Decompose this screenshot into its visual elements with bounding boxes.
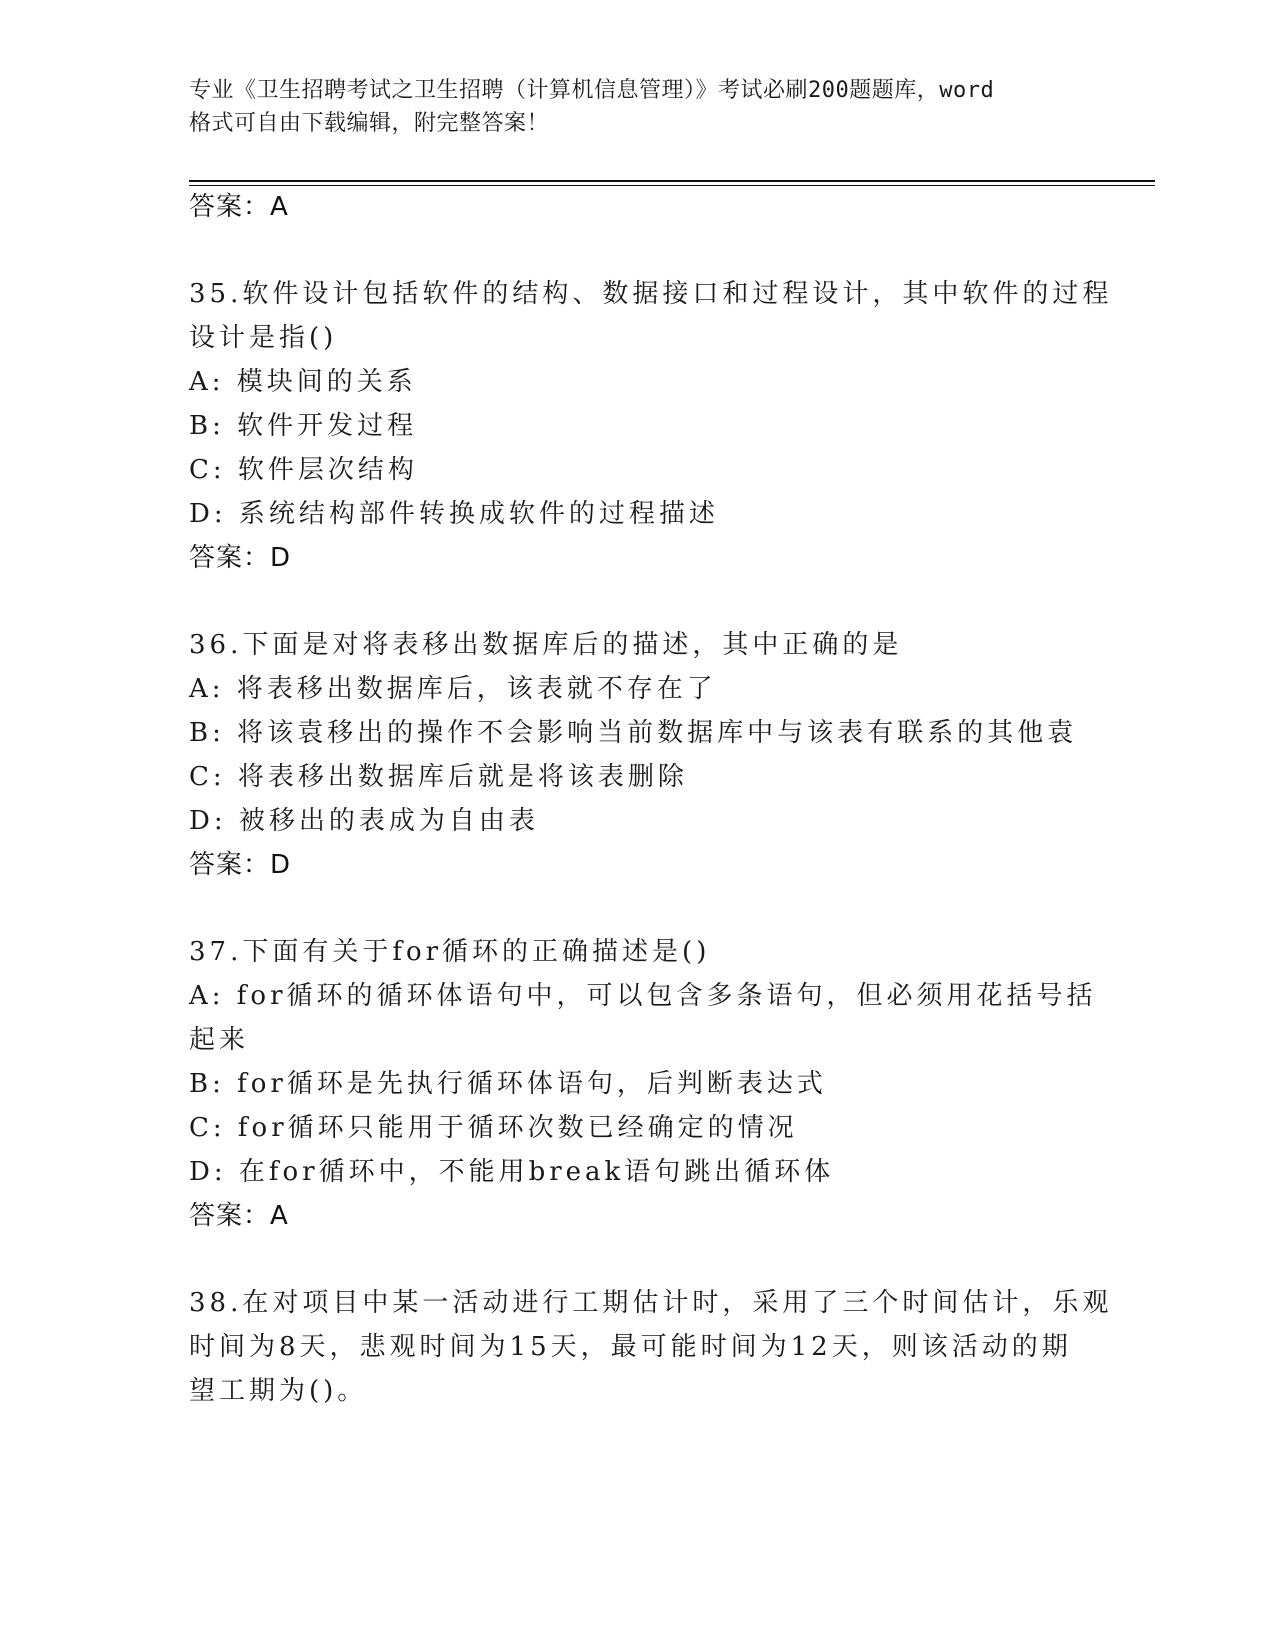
question-36-option-d: D: 被移出的表成为自由表 <box>189 806 539 836</box>
answer-line: 答案：A <box>189 192 289 222</box>
question-37-option-a-line-1: A: for循环的循环体语句中，可以包含多条语句，但必须用花括号括 <box>189 981 1097 1011</box>
question-35-option-d: D: 系统结构部件转换成软件的过程描述 <box>189 499 719 529</box>
question-37-option-a-line-2: 起来 <box>189 1025 250 1055</box>
question-37-option-d: D: 在for循环中，不能用break语句跳出循环体 <box>189 1157 835 1187</box>
question-38-stem-line-3: 望工期为()。 <box>189 1376 368 1406</box>
question-35-stem-line-1: 35.软件设计包括软件的结构、数据接口和过程设计，其中软件的过程 <box>189 279 1113 309</box>
question-35-option-b: B: 软件开发过程 <box>189 411 418 441</box>
question-38-stem-line-2: 时间为8天，悲观时间为15天，最可能时间为12天，则该活动的期 <box>189 1332 1072 1362</box>
document-header <box>189 74 1089 140</box>
question-35-option-a: A: 模块间的关系 <box>189 367 417 397</box>
question-36-stem-line-1: 36.下面是对将表移出数据库后的描述，其中正确的是 <box>189 630 903 660</box>
question-36-option-a: A: 将表移出数据库后，该表就不存在了 <box>189 674 717 704</box>
question-37-option-b: B: for循环是先执行循环体语句，后判断表达式 <box>189 1069 827 1099</box>
header-rule-thick <box>189 180 1155 182</box>
question-37-stem-line-1: 37.下面有关于for循环的正确描述是() <box>189 937 711 967</box>
question-35-answer: 答案：D <box>189 543 292 573</box>
question-38-stem-line-1: 38.在对项目中某一活动进行工期估计时，采用了三个时间估计，乐观 <box>189 1288 1113 1318</box>
question-37-option-c: C: for循环只能用于循环次数已经确定的情况 <box>189 1113 798 1143</box>
header-line-1: 专业《卫生招聘考试之卫生招聘（计算机信息管理）》考试必刷200题题库，word <box>189 78 995 103</box>
question-36-answer: 答案：D <box>189 850 292 880</box>
question-36-option-c: C: 将表移出数据库后就是将该表删除 <box>189 762 688 792</box>
header-rule-thin <box>189 185 1155 186</box>
question-36-option-b: B: 将该袁移出的操作不会影响当前数据库中与该表有联系的其他袁 <box>189 718 1078 748</box>
question-35-stem-line-2: 设计是指() <box>189 323 338 353</box>
question-37-answer: 答案：A <box>189 1201 289 1231</box>
question-35-option-c: C: 软件层次结构 <box>189 455 418 485</box>
header-line-2: 格式可自由下载编辑，附完整答案！ <box>189 111 550 136</box>
